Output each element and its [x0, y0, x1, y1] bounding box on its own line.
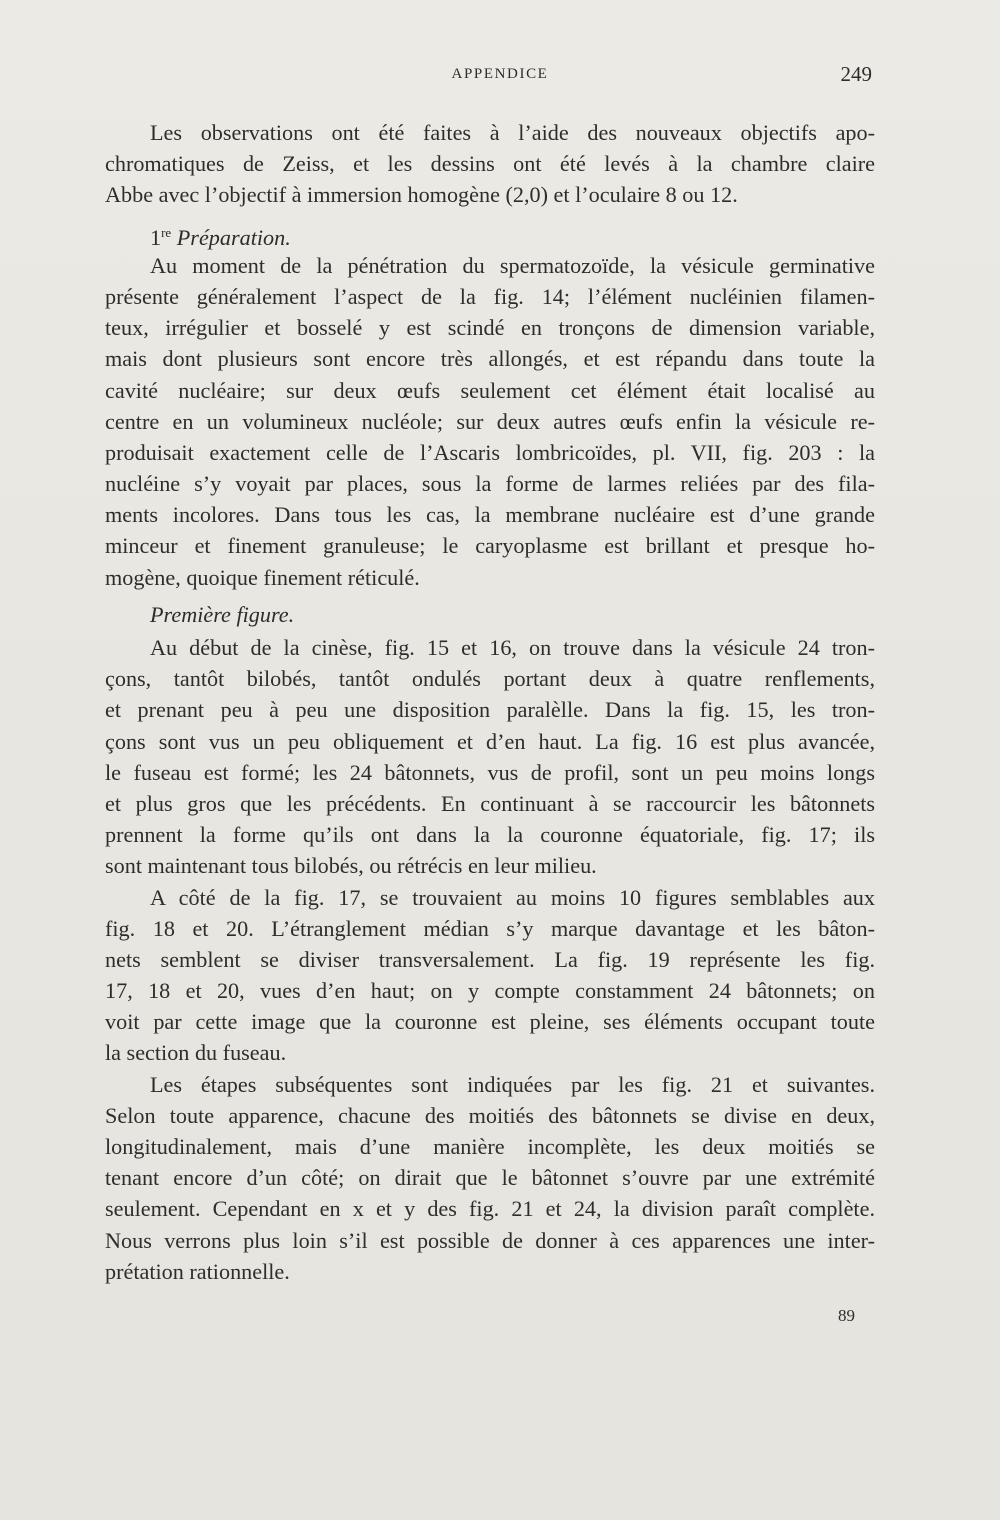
text-line: voit par cette image que la couronne est pleine, ses éléments occupant toute	[105, 1009, 875, 1035]
heading-superscript: re	[161, 224, 172, 240]
text-line: mogène, quoique finement réticulé.	[105, 564, 420, 590]
text-line: Les étapes subséquentes sont indiquées par les fig. 21 et suivantes.	[150, 1071, 875, 1097]
text-line: chromatiques de Zeiss, et les dessins ont été levés à la chambre claire	[105, 151, 875, 177]
paragraph-1	[105, 250, 875, 593]
text-line: Les observations ont été faites à l’aide des nouveaux objectifs apo-	[150, 120, 875, 145]
text-line: minceur et finement granuleuse; le caryoplasme est brillant et presque ho-	[105, 533, 875, 559]
paragraph-intro	[105, 117, 875, 211]
page-number: 249	[840, 62, 872, 86]
text-line: centre en un volumineux nucléole; sur deux autres œufs enfin la vésicule re-	[105, 408, 875, 434]
text-line: A côté de la fig. 17, se trouvaient au moins 10 figures semblables aux	[150, 884, 875, 910]
text-line: le fuseau est formé; les 24 bâtonnets, vus de profil, sont un peu moins longs	[105, 759, 875, 785]
text-line: tenant encore d’un côté; on dirait que le bâtonnet s’ouvre par une extrémité	[105, 1165, 875, 1191]
text-line: Nous verrons plus loin s’il est possible de donner à ces apparences une inter-	[105, 1227, 875, 1253]
text-line: 17, 18 et 20, vues d’en haut; on y compte constamment 24 bâtonnets; on	[105, 978, 875, 1004]
text-line: nucléine s’y voyait par places, sous la forme de larmes reliées par des fila-	[105, 471, 875, 497]
section-heading-preparation	[105, 217, 875, 248]
text-line: et plus gros que les précédents. En continuant à se raccourcir les bâtonnets	[105, 790, 875, 816]
text-line: cavité nucléaire; sur deux œufs seulement cet élément était localisé au	[105, 377, 875, 403]
body-text	[105, 117, 875, 1287]
running-title: APPENDICE	[451, 66, 549, 82]
text-line: Au début de la cinèse, fig. 15 et 16, on trouve dans la vésicule 24 tron-	[150, 635, 875, 660]
text-line: ments incolores. Dans tous les cas, la membrane nucléaire est d’une grande	[105, 502, 875, 528]
printer-signature: 89	[838, 1306, 855, 1325]
text-line: prétation rationnelle.	[105, 1258, 290, 1284]
heading-number: 1	[150, 224, 162, 250]
text-line: Selon toute apparence, chacune des moitiés des bâtonnets se divise en deux,	[105, 1102, 875, 1128]
text-line: Abbe avec l’objectif à immersion homogène (2,0) et l’oculaire 8 ou 12.	[105, 182, 738, 208]
heading-text: Première figure.	[150, 601, 295, 627]
text-line: longitudinalement, mais d’une manière incomplète, les deux moitiés se	[105, 1134, 875, 1159]
text-line: produisait exactement celle de l’Ascaris lombricoïdes, pl. VII, fig. 203 : la	[105, 439, 875, 465]
running-header	[0, 64, 1000, 88]
text-line: Au moment de la pénétration du spermatozoïde, la vésicule germinative	[150, 252, 875, 278]
paragraph-2	[105, 632, 875, 882]
heading-text: Préparation.	[176, 224, 291, 250]
text-line: sont maintenant tous bilobés, ou rétrécis en leur milieu.	[105, 853, 597, 879]
text-line: çons sont vus un peu obliquement et d’en haut. La fig. 16 est plus avancée,	[105, 728, 875, 754]
text-line: mais dont plusieurs sont encore très allongés, et est répandu dans toute la	[105, 346, 875, 372]
paragraph-4	[105, 1069, 875, 1287]
paragraph-3	[105, 882, 875, 1069]
text-line: fig. 18 et 20. L’étranglement médian s’y marque davantage et les bâton-	[105, 915, 875, 941]
text-line: teux, irrégulier et bosselé y est scindé en tronçons de dimension variable,	[105, 315, 875, 341]
text-line: çons, tantôt bilobés, tantôt ondulés portant deux à quatre renflements,	[105, 666, 875, 692]
text-line: la section du fuseau.	[105, 1040, 287, 1066]
text-line: prennent la forme qu’ils ont dans la la couronne équatoriale, fig. 17; ils	[105, 822, 875, 848]
text-line: et prenant peu à peu une disposition paralèlle. Dans la fig. 15, les tron-	[105, 697, 875, 723]
section-heading-premiere-figure	[105, 599, 875, 630]
text-line: nets semblent se diviser transversalement. La fig. 19 représente les fig.	[105, 946, 875, 972]
text-line: seulement. Cependant en x et y des fig. 21 et 24, la division paraît complète.	[105, 1196, 875, 1222]
text-line: présente généralement l’aspect de la fig. 14; l’élément nucléinien filamen-	[105, 283, 875, 309]
